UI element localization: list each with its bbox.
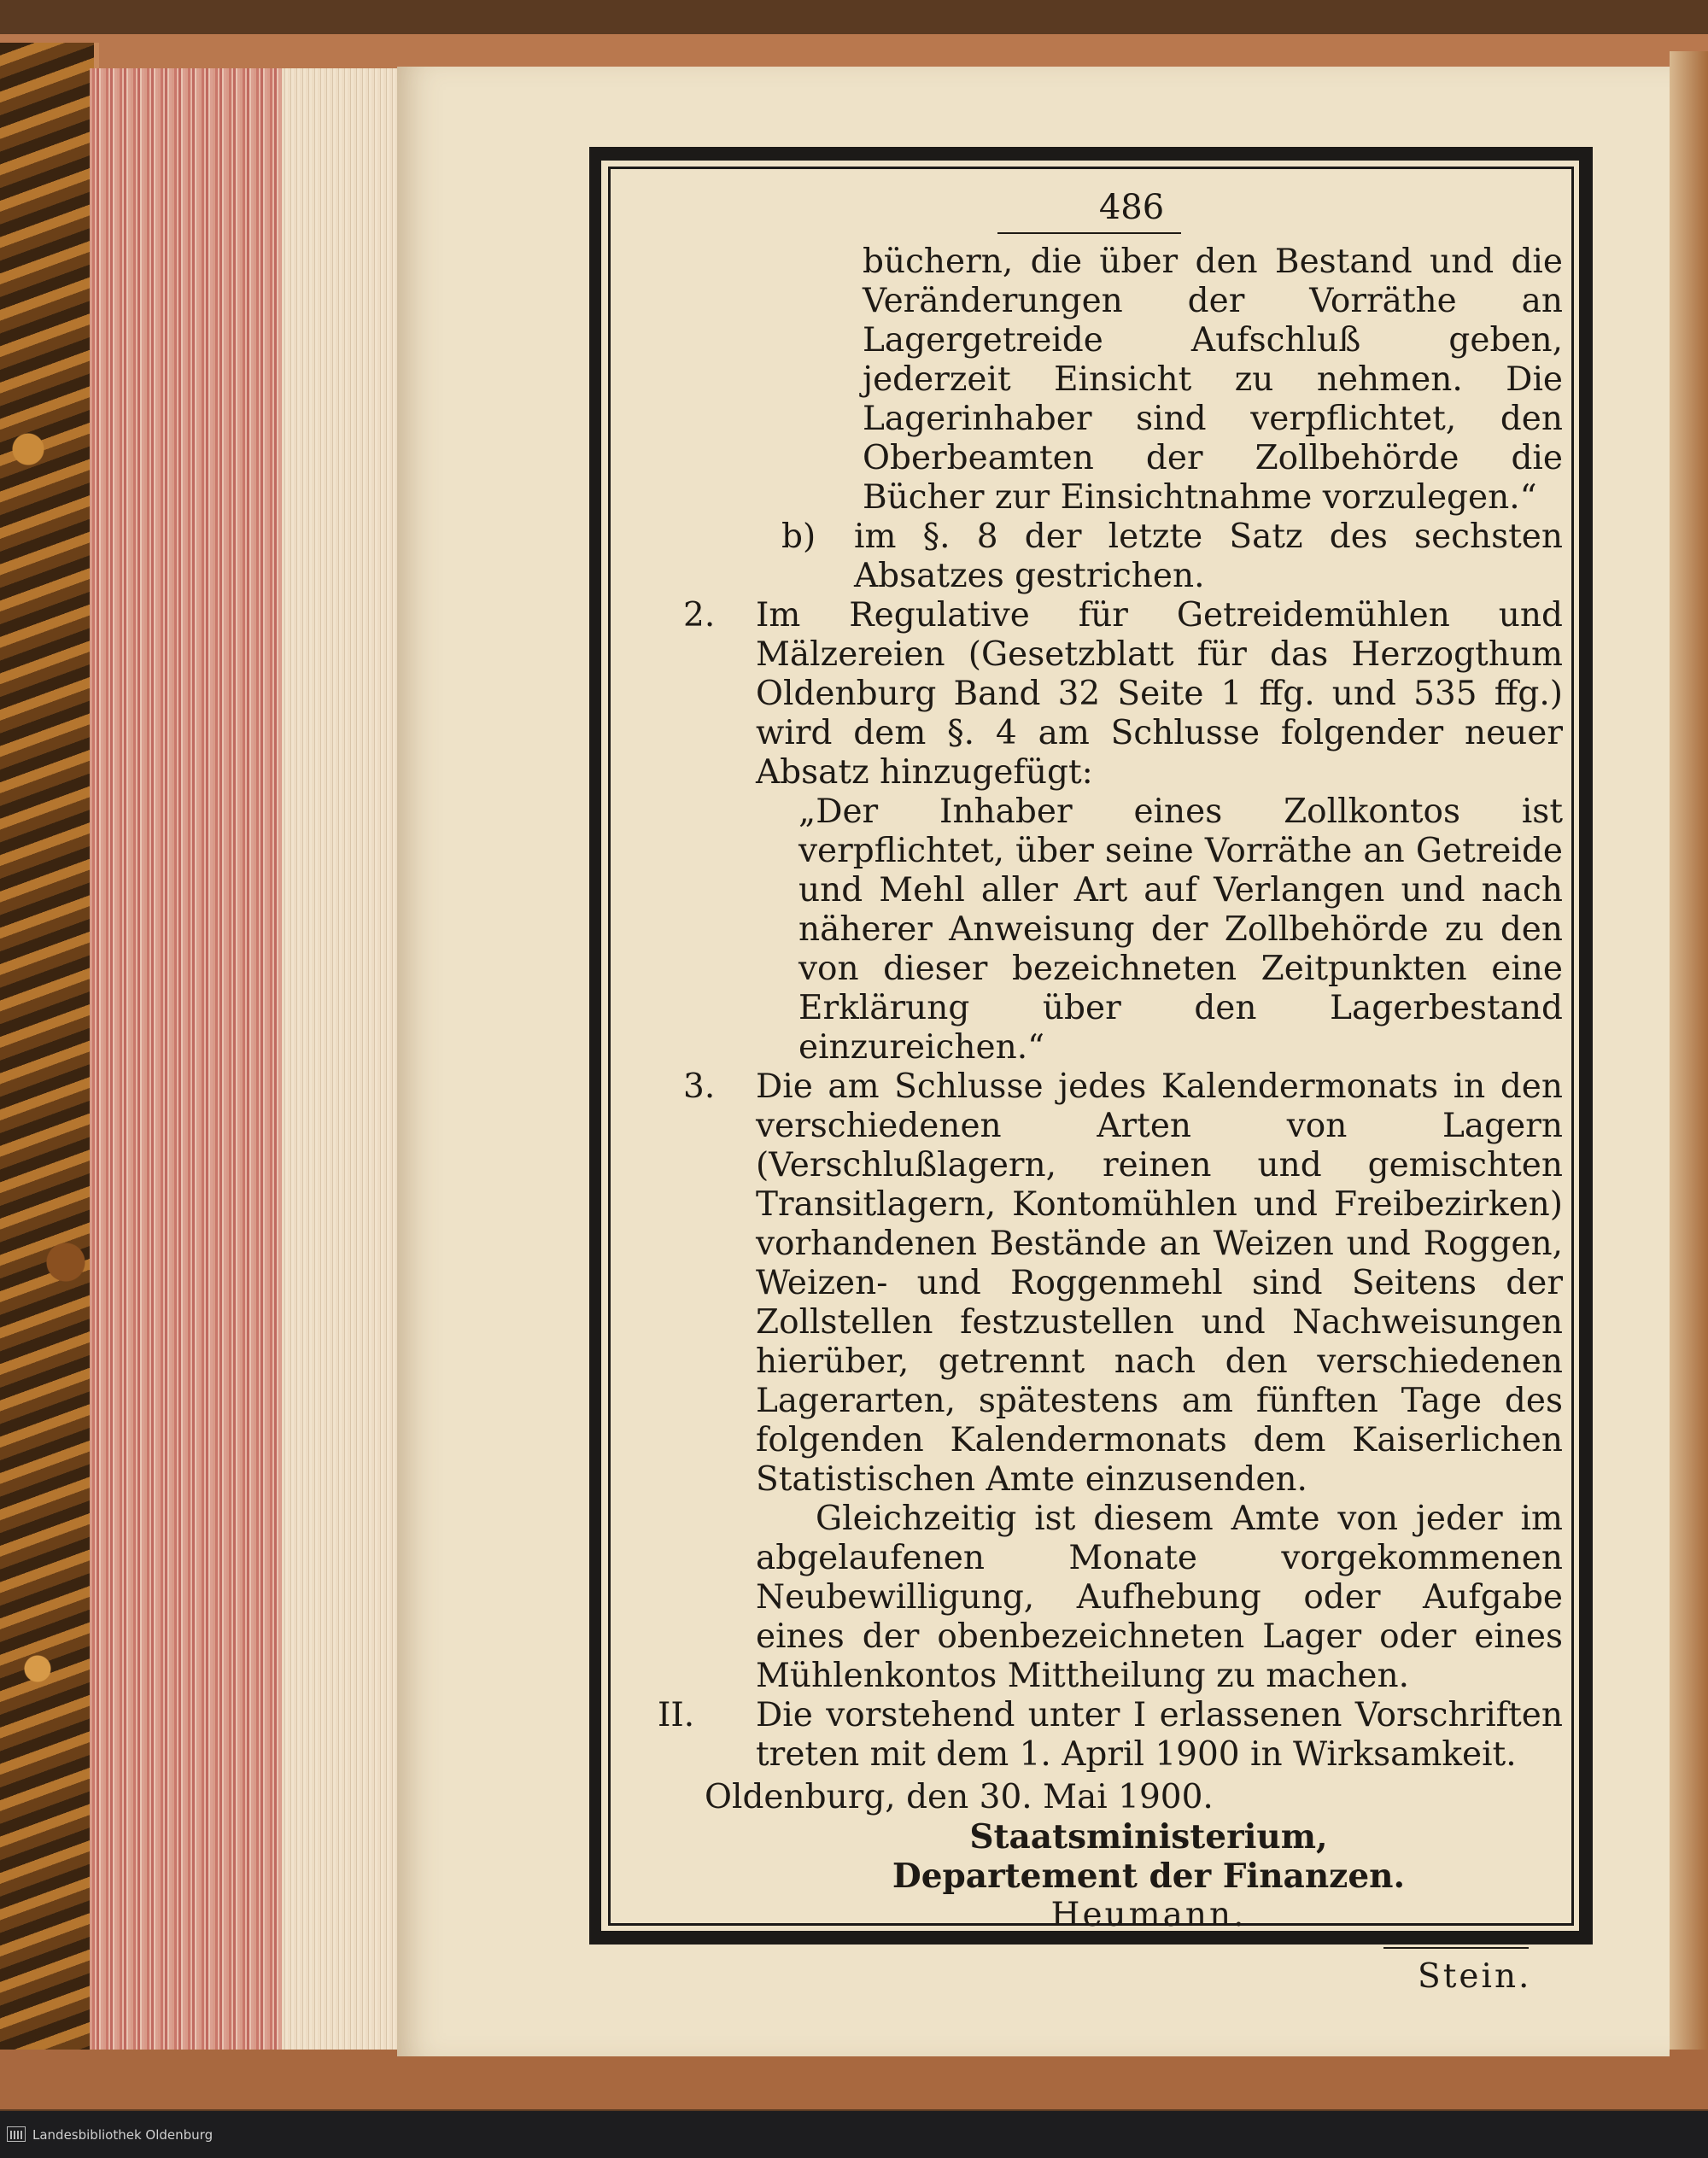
- library-footer-bar: [0, 2111, 1708, 2158]
- item-marker: II.: [658, 1696, 695, 1734]
- signature-department: Departement der Finanzen.: [892, 1857, 1406, 1896]
- quoted-paragraph: „Der Inhaber eines Zollkontos ist verpflichtet, über seine Vorräthe an Getreide und Mehl aller Art auf Verlangen und nach näherer Anweisung der Zollbehörde zu den von dieser bezeichneten Zeitpunkten eine Erklärung über den Lagerbestand einzureichen.“: [798, 792, 1563, 1067]
- page-number: 486: [1098, 188, 1165, 227]
- book-spine-edge: [1670, 51, 1708, 2075]
- book-cover-top: [0, 34, 1708, 68]
- signature-rule: [1383, 1947, 1529, 1949]
- list-item-2: [632, 596, 1563, 792]
- countersignature: Stein.: [1418, 1957, 1532, 1996]
- header-rule: [997, 232, 1181, 234]
- book-cover-bottom: [0, 2050, 1708, 2109]
- list-item-b: [632, 518, 1563, 596]
- page-edges-light: [282, 68, 401, 2058]
- item-text: Die am Schlusse jedes Kalendermonats in den verschiedenen Arten von Lagern (Verschlußlagern, reinen und gemischten Transitlagern, Kontomühlen und Freibezirken) vorhandenen Bestände an Weizen und Roggen, Weizen- und Roggenmehl sind Seitens der Zollstellen festzustellen und Nachweisungen hierüber, getrennt nach den verschiedenen Lagerarten, spätestens am fünften Tage des folgenden Kalendermonats dem Kaiserlichen Statistischen Amte einzusenden.: [756, 1067, 1563, 1499]
- indented-paragraph: Gleichzeitig ist diesem Amte von jeder im abgelaufenen Monate vorgekommenen Neubewilligung, Aufhebung oder Aufgabe eines der obenbezeichneten Lager oder eines Mühlenkontos Mittheilung zu machen.: [756, 1500, 1563, 1695]
- list-item-3: [632, 1067, 1563, 1500]
- item-text: im §. 8 der letzte Satz des sechsten Absatzes gestrichen.: [854, 518, 1563, 595]
- marbled-cover: [0, 43, 99, 2075]
- place-date: Oldenburg, den 30. Mai 1900.: [705, 1778, 1214, 1816]
- library-name[interactable]: Landesbibliothek Oldenburg: [32, 2127, 214, 2143]
- item-text: Im Regulative für Getreidemühlen und Mälzereien (Gesetzblatt für das Herzogthum Oldenburg Band 32 Seite 1 ffg. und 535 ffg.) wird dem §. 4 am Schlusse folgender neuer Absatz hinzugefügt:: [756, 596, 1563, 792]
- item-marker: 3.: [683, 1067, 716, 1106]
- list-item-II: [632, 1696, 1563, 1775]
- page-content: [632, 188, 1563, 1997]
- item-marker: 2.: [683, 596, 716, 635]
- library-building-icon: [7, 2126, 26, 2142]
- signature-name: Heumann.: [1050, 1896, 1247, 1934]
- item-text: Die vorstehend unter I erlassenen Vorschriften treten mit dem 1. April 1900 in Wirksamkeit.: [756, 1696, 1563, 1774]
- item-marker: b): [781, 518, 816, 556]
- intro-paragraph: büchern, die über den Bestand und die Veränderungen der Vorräthe an Lagergetreide Aufschluß geben, jederzeit Einsicht zu nehmen. Die Lagerinhaber sind verpflichtet, den Oberbeamten der Zollbehörde die Bücher zur Einsichtnahme vorzulegen.“: [863, 243, 1563, 517]
- signature-ministry: Staatsministerium,: [969, 1817, 1328, 1857]
